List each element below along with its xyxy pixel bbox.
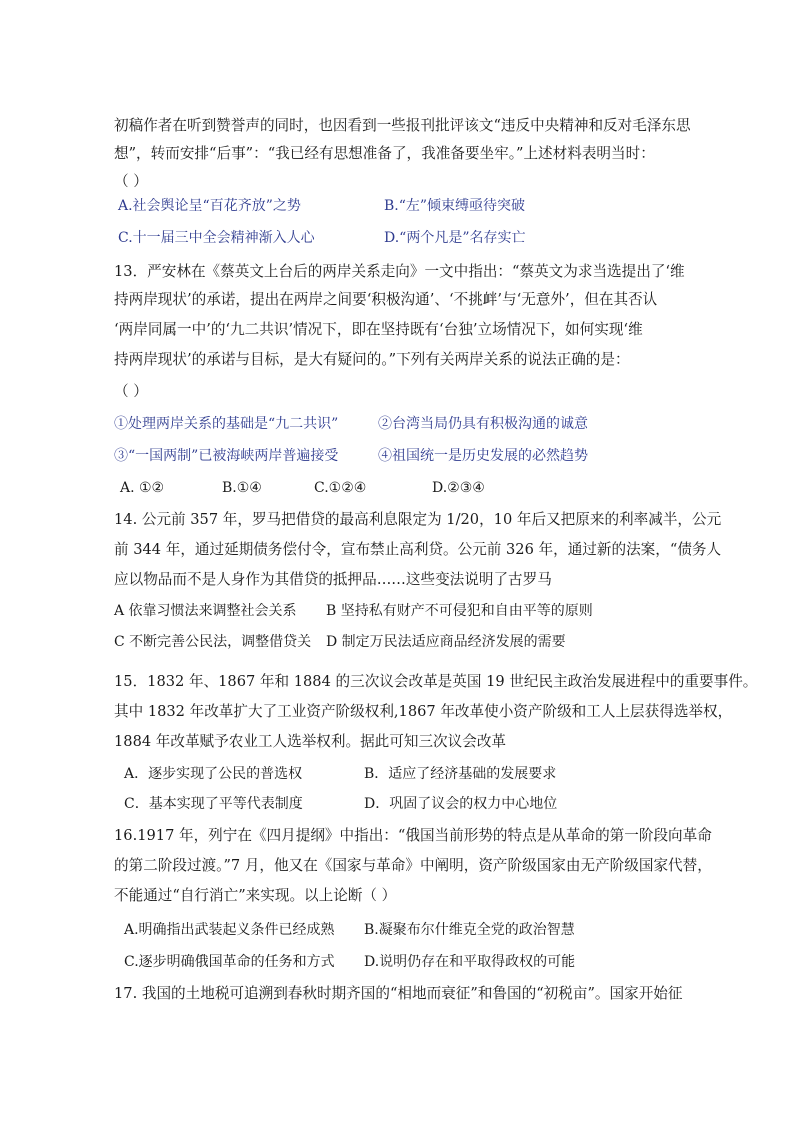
q13-option-d: D.②③④ — [432, 480, 485, 496]
q16-option-b: B.凝聚布尔什维克全党的政治智慧 — [364, 922, 575, 938]
q13-blank: （ ） — [114, 383, 148, 400]
q16-line-1: 16.1917 年，列宁在《四月提纲》中指出：“俄国当前形势的特点是从革命的第一阶段向革命 — [114, 827, 712, 844]
q14-option-c: C 不断完善公民法，调整借贷关 — [114, 634, 312, 650]
q13-option-c: C.①②④ — [314, 480, 367, 496]
q15-option-a: A．逐步实现了公民的普选权 — [124, 766, 303, 782]
q14-option-d: D 制定万民法适应商品经济发展的需要 — [326, 634, 566, 650]
q14-line-3: 应以物品而不是人身作为其借贷的抵押品……这些变法说明了古罗马 — [114, 571, 552, 588]
q16-option-a: A.明确指出武装起义条件已经成熟 — [124, 922, 335, 938]
q14-line-1: 14. 公元前 357 年，罗马把借贷的最高利息限定为 1/20，10 年后又把原来的利率减半，公元 — [114, 511, 722, 528]
q12-option-b: B.“左”倾束缚亟待突破 — [384, 198, 526, 214]
q16-option-c: C.逐步明确俄国革命的任务和方式 — [124, 954, 335, 970]
q13-line-2: 持两岸现状’的承诺，提出在两岸之间要‘积极沟通’、‘不挑衅’与‘无意外’，但在其否认 — [114, 291, 658, 308]
q12-option-d: D.“两个凡是”名存实亡 — [384, 230, 526, 246]
q15-line-2: 其中 1832 年改革扩大了工业资产阶级权利,1867 年改革使小资产阶级和工人上层获得选举权， — [114, 703, 733, 720]
q12-line-2: 想”，转而安排“后事”：“我已经有思想准备了，我准备要坐牢。”上述材料表明当时： — [114, 145, 655, 162]
q16-line-3: 不能通过“自行消亡”来实现。以上论断（ ） — [114, 887, 397, 904]
q17-line-1: 17. 我国的土地税可追溯到春秋时期齐国的“相地而衰征”和鲁国的“初税亩”。国家开始征 — [114, 985, 683, 1002]
q14-line-2: 前 344 年，通过延期债务偿付令，宣布禁止高利贷。公元前 326 年，通过新的法案，“债务人 — [114, 541, 722, 558]
q12-option-a: A.社会舆论呈“百花齐放”之势 — [118, 198, 301, 214]
q12-option-c: C.十一届三中全会精神渐入人心 — [118, 230, 315, 246]
q13-statement-3: ③“一国两制”已被海峡两岸普遍接受 — [114, 448, 339, 464]
q15-line-3: 1884 年改革赋予农业工人选举权利。据此可知三次议会改革 — [114, 733, 507, 750]
q16-option-d: D.说明仍存在和平取得政权的可能 — [364, 954, 576, 970]
q13-statement-1: ①处理两岸关系的基础是“九二共识” — [114, 416, 339, 432]
q15-option-d: D．巩固了议会的权力中心地位 — [364, 796, 558, 812]
q12-blank: （ ） — [114, 173, 148, 190]
q13-line-4: 持两岸现状’的承诺与目标，是大有疑问的。”下列有关两岸关系的说法正确的是： — [114, 351, 630, 368]
q15-line-1: 15．1832 年、1867 年和 1884 的三次议会改革是英国 19 世纪民主政治发展进程中的重要事件。 — [114, 673, 758, 690]
q16-line-2: 的第二阶段过渡。”7 月，他又在《国家与革命》中阐明，资产阶级国家由无产阶级国家代替， — [114, 857, 712, 874]
q14-option-b: B 坚持私有财产不可侵犯和自由平等的原则 — [326, 603, 593, 619]
q14-option-a: A 依靠习惯法来调整社会关系 — [114, 603, 297, 619]
q13-statement-4: ④祖国统一是历史发展的必然趋势 — [378, 448, 588, 464]
q13-line-1: 13．严安林在《蔡英文上台后的两岸关系走向》一文中指出：“蔡英文为求当选提出了‘维 — [114, 263, 685, 280]
q12-line-1: 初稿作者在听到赞誉声的同时，也因看到一些报刊批评该文“违反中央精神和反对毛泽东思 — [114, 117, 691, 134]
q15-option-c: C．基本实现了平等代表制度 — [124, 796, 303, 812]
q13-line-3: ‘两岸同属一中’的‘九二共识’情况下，即在坚持既有‘台独’立场情况下，如何实现‘维 — [114, 321, 643, 338]
q13-option-a: A. ①② — [120, 480, 165, 496]
q13-statement-2: ②台湾当局仍具有积极沟通的诚意 — [378, 416, 588, 432]
q13-option-b: B.①④ — [222, 480, 262, 496]
q15-option-b: B．适应了经济基础的发展要求 — [364, 766, 557, 782]
